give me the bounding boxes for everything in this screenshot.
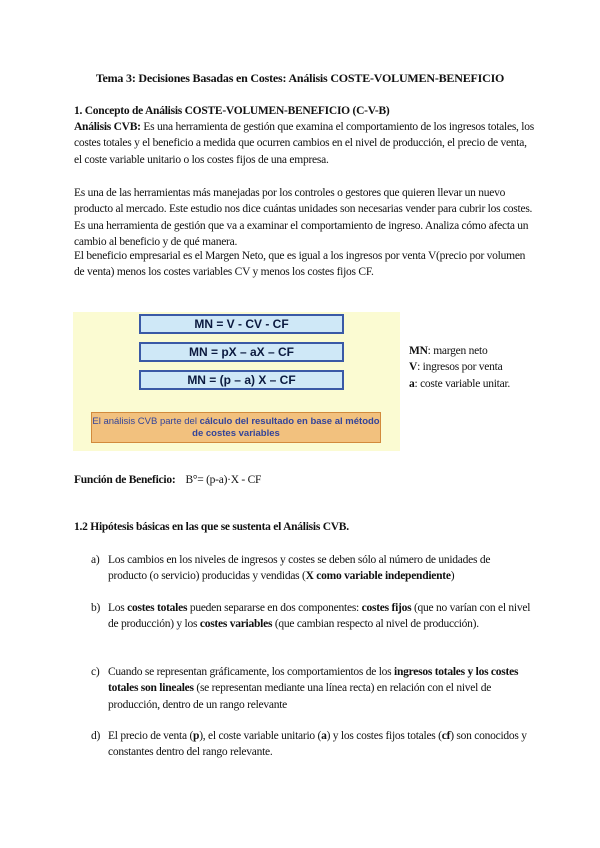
legend-text: : margen neto	[427, 345, 488, 357]
list-item-label: a)	[91, 554, 100, 566]
document-title: Tema 3: Decisiones Basadas en Costes: Análisis COSTE-VOLUMEN-BENEFICIO	[95, 71, 505, 85]
formula-legend	[409, 343, 510, 392]
formula-figure	[73, 312, 400, 451]
legend-item-mn	[409, 343, 510, 359]
note-bold-text: cálculo del resultado en base al método de costes variables	[192, 416, 380, 439]
section2-heading: 1.2 Hipótesis básicas en las que se sustenta el Análisis CVB.	[74, 521, 349, 533]
hypothesis-item-b	[91, 600, 531, 633]
list-item-label: b)	[91, 602, 101, 614]
text-run: Los cambios en los niveles de ingresos y costes se deben sólo al número de unidades de producto (o servicio) producidas y vendidas (	[108, 554, 491, 583]
profit-function	[74, 472, 534, 488]
text-run: Cuando se representan gráficamente, los comportamientos de los	[108, 666, 395, 678]
profit-function-formula: B°= (p-a)·X - CF	[185, 474, 262, 486]
hypothesis-item-c	[91, 664, 531, 713]
definition-term: Análisis CVB:	[74, 121, 141, 133]
legend-item-v	[409, 359, 510, 375]
definition-paragraph	[74, 119, 534, 168]
text-run: ) y los costes fijos totales (	[326, 730, 442, 742]
hypothesis-item-d	[91, 728, 531, 761]
bold-run: ingresos totales y los costes totales son lineales	[108, 666, 519, 695]
bold-run: X como variable independiente	[305, 570, 451, 583]
legend-symbol: V	[409, 361, 418, 374]
paragraph-tools: Es una de las herramientas más manejadas por los controles o gestores que quieren llevar un nuevo producto al mercado. Este estudio nos dice cuántas unidades son necesarias vender para cubrir los costes. Es una herramienta de gestión que va a examinar el comportamiento de ingreso. Analiza cómo afecta un cambio al beneficio y de qué manera.	[74, 187, 533, 249]
text-run: (se representan mediante una línea recta) en relación con el nivel de producción, dentro de un rango relevante	[108, 682, 492, 711]
text-run: ) son conocidos y constantes dentro del rango relevante.	[108, 730, 527, 759]
list-item-text	[108, 552, 531, 585]
text-run: Los	[108, 602, 128, 614]
text-run: (que cambian respecto al nivel de producción).	[272, 618, 479, 631]
bold-run: costes totales	[127, 602, 188, 614]
legend-symbol: MN	[409, 345, 428, 357]
text-run: ), el coste variable unitario (	[199, 730, 322, 742]
formula-box-2: MN = pX – aX – CF	[139, 342, 344, 362]
bold-run: costes variables	[199, 618, 273, 631]
text-run: pueden separarse en dos componentes:	[187, 602, 362, 614]
list-item-text	[108, 664, 531, 713]
formula-box-3: MN = (p – a) X – CF	[139, 370, 344, 390]
cvb-note-box	[91, 412, 381, 443]
profit-function-label: Función de Beneficio:	[74, 474, 176, 486]
list-item-label: c)	[91, 666, 100, 678]
bold-run: cf	[441, 730, 451, 742]
definition-text: Es una herramienta de gestión que examina el comportamiento de los ingresos totales, los costes totales y el beneficio a medida que ocurren cambios en el nivel de producción, el precio de venta, el coste variable unitario o los costes fijos de una empresa.	[74, 121, 534, 166]
bold-run: a	[321, 730, 327, 742]
bold-run: p	[193, 730, 200, 742]
paragraph-margin: El beneficio empresarial es el Margen Neto, que es igual a los ingresos por venta V(precio por volumen de venta) menos los costes variables CV y menos los costes fijos CF.	[74, 250, 526, 279]
note-text: El análisis CVB parte del	[92, 416, 200, 427]
legend-text: : coste variable unitar.	[414, 377, 511, 390]
list-item-label: d)	[91, 730, 101, 742]
text-run: )	[450, 570, 455, 583]
legend-item-a	[409, 376, 510, 392]
hypothesis-item-a	[91, 552, 531, 585]
legend-symbol: a	[409, 377, 415, 390]
text-run: (que no varían con el nivel de producción) y los	[108, 602, 531, 631]
section1-heading: 1. Concepto de Análisis COSTE-VOLUMEN-BENEFICIO (C-V-B)	[74, 105, 390, 117]
bold-run: costes fijos	[361, 602, 412, 614]
list-item-text	[108, 728, 531, 761]
text-run: El precio de venta (	[108, 730, 194, 742]
formula-box-1: MN = V - CV - CF	[139, 314, 344, 334]
legend-text: : ingresos por venta	[417, 361, 503, 374]
list-item-text	[108, 600, 531, 633]
